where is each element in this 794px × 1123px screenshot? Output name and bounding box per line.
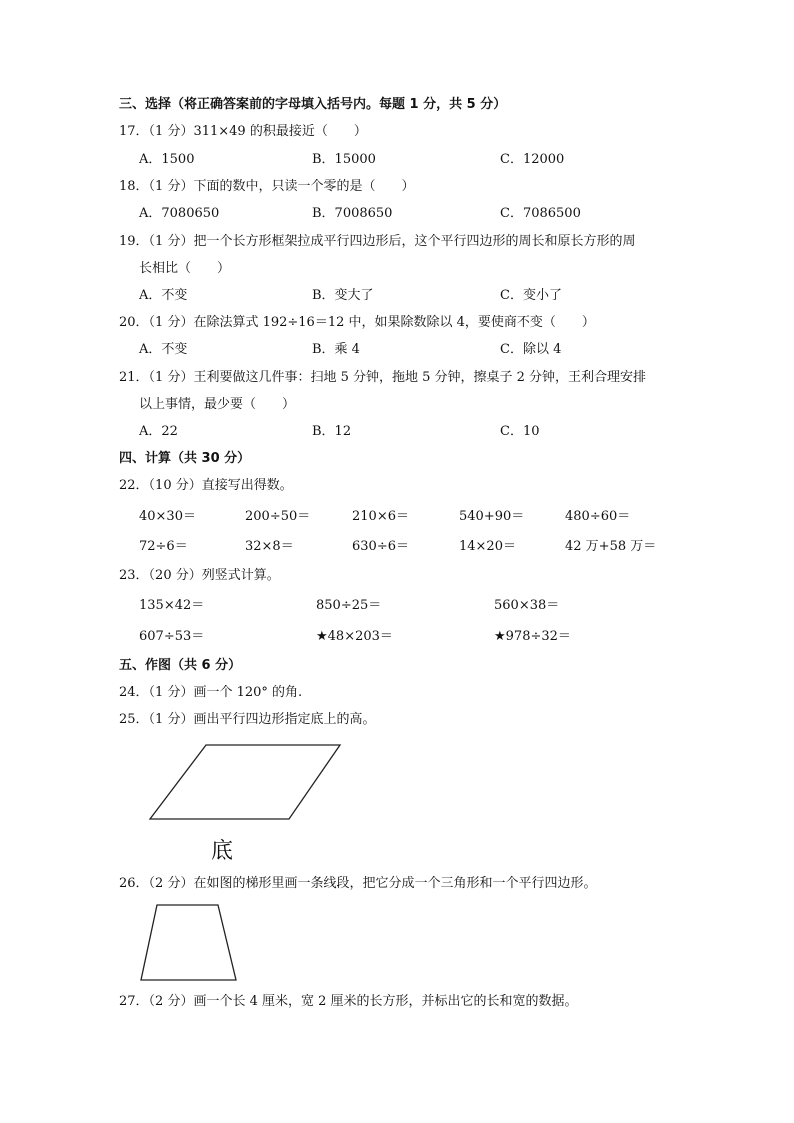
q22-item: 630÷6＝ bbox=[352, 539, 409, 554]
q23-stem: 23．（20 分）列竖式计算。 bbox=[119, 568, 280, 583]
q18-stem: 18．（1 分）下面的数中，只读一个零的是（ ） bbox=[119, 179, 415, 194]
q19-option-b[interactable]: B．变大了 bbox=[312, 288, 374, 303]
q19-option-c[interactable]: C．变小了 bbox=[500, 288, 562, 303]
q18-option-b[interactable]: B．7008650 bbox=[312, 206, 393, 221]
parallelogram-shape bbox=[150, 745, 340, 819]
q22-item: 72÷6＝ bbox=[139, 539, 188, 554]
q27-stem: 27．（2 分）画一个长 4 厘米，宽 2 厘米的长方形，并标出它的长和宽的数据。 bbox=[119, 994, 578, 1009]
q23-item: 560×38＝ bbox=[494, 598, 560, 613]
section-five-heading: 五、作图（共 6 分） bbox=[119, 658, 242, 673]
trapezoid-shape bbox=[141, 905, 236, 980]
q21-option-b[interactable]: B．12 bbox=[312, 424, 352, 439]
q17-option-b[interactable]: B．15000 bbox=[312, 152, 376, 167]
q20-option-a[interactable]: A．不变 bbox=[139, 342, 188, 357]
q22-item: 540+90＝ bbox=[459, 509, 525, 524]
q22-item: 480÷60＝ bbox=[565, 509, 631, 524]
q19-option-a[interactable]: A．不变 bbox=[139, 288, 188, 303]
q22-stem: 22．（10 分）直接写出得数。 bbox=[119, 478, 293, 493]
q18-option-a[interactable]: A．7080650 bbox=[139, 206, 220, 221]
q26-stem: 26．（2 分）在如图的梯形里画一条线段，把它分成一个三角形和一个平行四边形。 bbox=[119, 876, 597, 891]
q17-option-c[interactable]: C．12000 bbox=[500, 152, 565, 167]
q22-item: 200÷50＝ bbox=[245, 509, 311, 524]
q21-stem-line2: 以上事情，最少要（ ） bbox=[139, 397, 296, 412]
q21-stem-line1: 21．（1 分）王利要做这几件事：扫地 5 分钟，拖地 5 分钟，擦桌子 2 分钟，王利合理安排 bbox=[119, 370, 647, 385]
q23-item: ★978÷32＝ bbox=[494, 629, 571, 644]
section-four-heading: 四、计算（共 30 分） bbox=[119, 451, 251, 466]
q23-item: 850÷25＝ bbox=[316, 598, 382, 613]
q20-option-b[interactable]: B．乘 4 bbox=[312, 342, 360, 357]
q17-option-a[interactable]: A．1500 bbox=[139, 152, 195, 167]
q23-item: 135×42＝ bbox=[139, 598, 205, 613]
q22-item: 42 万+58 万＝ bbox=[565, 539, 657, 554]
q21-option-a[interactable]: A．22 bbox=[139, 424, 178, 439]
q21-option-c[interactable]: C．10 bbox=[500, 424, 540, 439]
q22-item: 210×6＝ bbox=[352, 509, 409, 524]
q20-option-c[interactable]: C．除以 4 bbox=[500, 342, 562, 357]
q20-stem: 20．（1 分）在除法算式 192÷16＝12 中，如果除数除以 4，要使商不变（ ） bbox=[119, 315, 595, 330]
parallelogram-base-label: 底 bbox=[211, 839, 234, 864]
q19-stem-line2: 长相比（ ） bbox=[139, 261, 231, 276]
q22-item: 40×30＝ bbox=[139, 509, 196, 524]
q22-item: 32×8＝ bbox=[245, 539, 294, 554]
parallelogram-figure bbox=[0, 735, 794, 865]
q22-item: 14×20＝ bbox=[459, 539, 516, 554]
q17-stem: 17．（1 分）311×49 的积最接近（ ） bbox=[119, 124, 367, 139]
trapezoid-figure bbox=[0, 900, 794, 990]
q25-stem: 25．（1 分）画出平行四边形指定底上的高。 bbox=[119, 712, 376, 727]
q19-stem-line1: 19．（1 分）把一个长方形框架拉成平行四边形后，这个平行四边形的周长和原长方形的周 bbox=[119, 234, 636, 249]
q24-stem: 24．（1 分）画一个 120° 的角. bbox=[119, 685, 303, 700]
q23-item: ★48×203＝ bbox=[316, 629, 393, 644]
section-three-heading: 三、选择（将正确答案前的字母填入括号内。每题 1 分，共 5 分） bbox=[119, 97, 507, 112]
q23-item: 607÷53＝ bbox=[139, 629, 205, 644]
q18-option-c[interactable]: C．7086500 bbox=[500, 206, 581, 221]
